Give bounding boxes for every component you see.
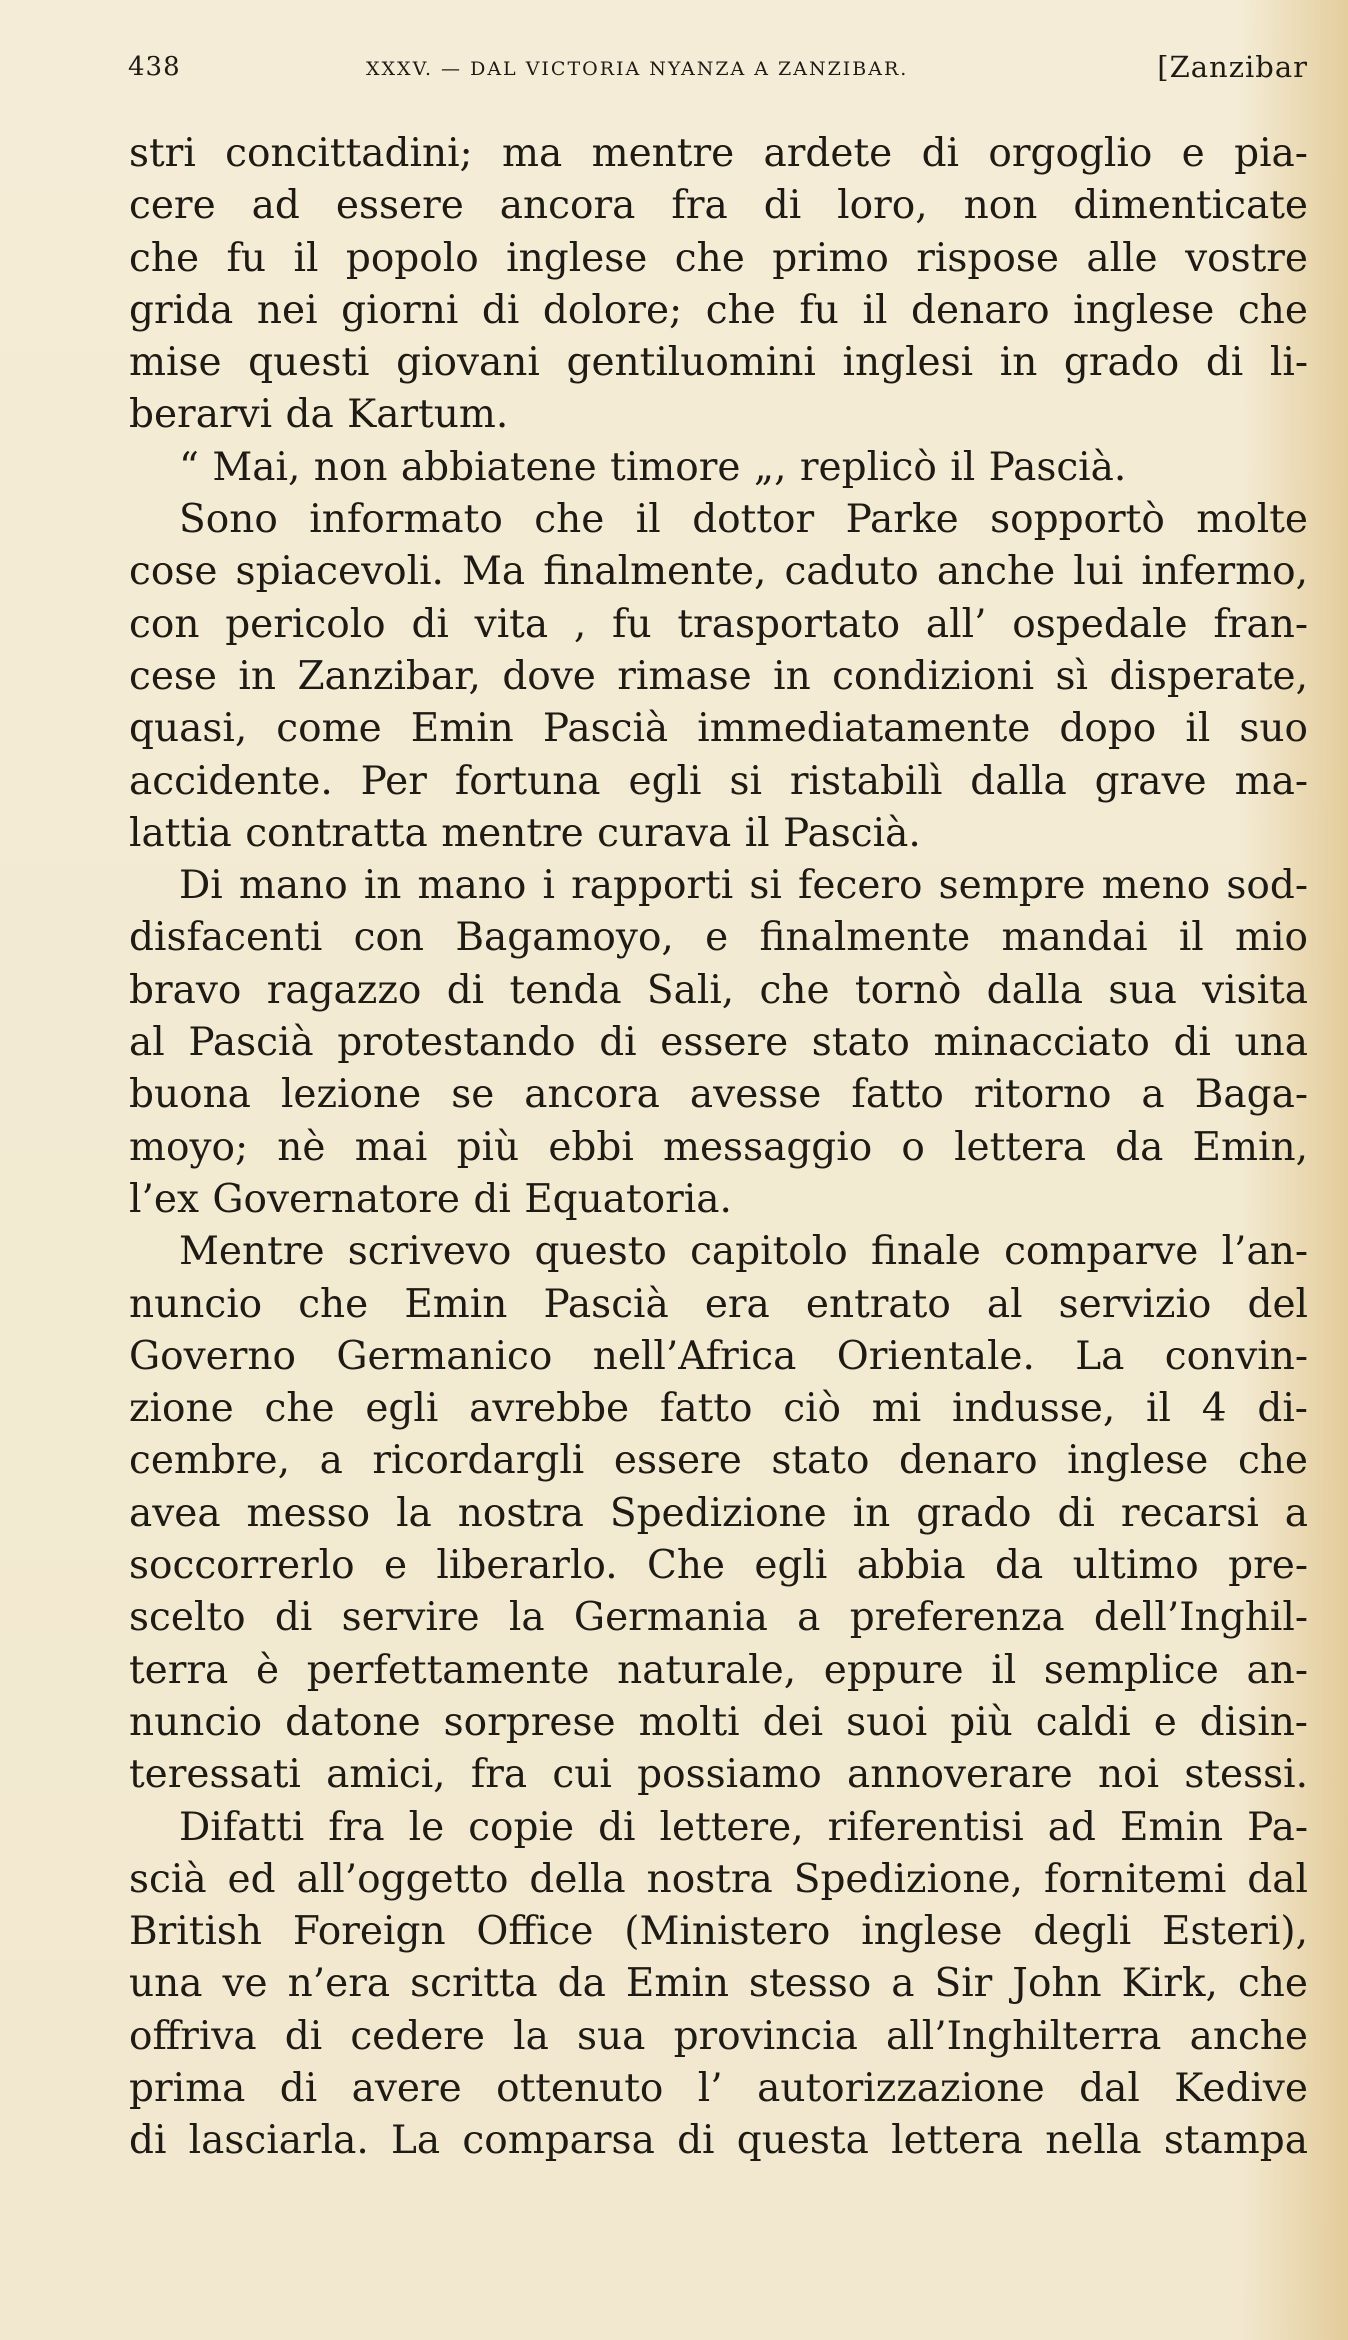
text-line: prima di avere ottenuto l’ autorizzazione dal Kedive: [129, 2065, 1308, 2111]
text-line: grida nei giorni di dolore; che fu il denaro inglese che: [129, 287, 1308, 333]
text-line: Governo Germanico nell’Africa Orientale. La convin-: [129, 1333, 1308, 1379]
text-line: soccorrerlo e liberarlo. Che egli abbia da ultimo pre-: [129, 1543, 1308, 1589]
text-line: l’ex Governatore di Equatoria.: [129, 1176, 732, 1222]
text-line: cere ad essere ancora fra di loro, non dimenticate: [129, 183, 1308, 229]
text-line: di lasciarla. La comparsa di questa lettera nella stampa: [129, 2118, 1308, 2164]
text-line: cembre, a ricordargli essere stato denaro inglese che: [129, 1438, 1308, 1484]
text-line: una ve n’era scritta da Emin stesso a Sir John Kirk, che: [129, 1961, 1308, 2007]
text-line: stri concittadini; ma mentre ardete di orgoglio e pia-: [129, 131, 1308, 176]
text-line: avea messo la nostra Spedizione in grado di recarsi a: [129, 1490, 1308, 1536]
text-line: cose spiacevoli. Ma finalmente, caduto anche lui infermo,: [129, 549, 1308, 595]
text-line: moyo; nè mai più ebbi messaggio o lettera da Emin,: [129, 1124, 1308, 1170]
running-title: XXXV. — DAL VICTORIA NYANZA A ZANZIBAR.: [366, 58, 909, 80]
text-line: buona lezione se ancora avesse fatto ritorno a Baga-: [129, 1072, 1308, 1118]
text-line: cese in Zanzibar, dove rimase in condizioni sì disperate,: [129, 653, 1308, 699]
text-line: bravo ragazzo di tenda Sali, che tornò dalla sua visita: [129, 967, 1308, 1013]
text-line: offriva di cedere la sua provincia all’Inghilterra anche: [129, 2013, 1308, 2059]
text-line: teressati amici, fra cui possiamo annoverare noi stessi.: [129, 1752, 1308, 1798]
running-header: [128, 50, 1308, 90]
text-line: Difatti fra le copie di lettere, riferentisi ad Emin Pa-: [179, 1804, 1308, 1850]
text-line: mise questi giovani gentiluomini inglesi in grado di li-: [129, 340, 1308, 386]
text-line: “ Mai, non abbiatene timore „, replicò il Pascià.: [179, 444, 1127, 490]
text-line: British Foreign Office (Ministero inglese degli Esteri),: [129, 1909, 1308, 1955]
running-place: [Zanzibar: [1157, 50, 1308, 84]
text-line: che fu il popolo inglese che primo rispose alle vostre: [129, 235, 1308, 281]
text-line: scelto di servire la Germania a preferenza dell’Inghil-: [129, 1595, 1308, 1641]
text-line: Sono informato che il dottor Parke sopportò molte: [179, 497, 1308, 543]
text-line: nuncio che Emin Pascià era entrato al servizio del: [129, 1281, 1308, 1327]
text-line: zione che egli avrebbe fatto ciò mi indusse, il 4 di-: [129, 1386, 1308, 1432]
text-line: berarvi da Kartum.: [129, 392, 509, 438]
text-line: accidente. Per fortuna egli si ristabilì dalla grave ma-: [129, 758, 1308, 804]
text-line: disfacenti con Bagamoyo, e finalmente mandai il mio: [129, 915, 1308, 961]
body-text: [129, 128, 1308, 2168]
text-line: scià ed all’oggetto della nostra Spedizione, fornitemi dal: [129, 1856, 1308, 1902]
text-line: lattia contratta mentre curava il Pascià.: [129, 810, 921, 856]
text-line: Di mano in mano i rapporti si fecero sempre meno sod-: [179, 863, 1308, 909]
text-line: nuncio datone sorprese molti dei suoi più caldi e disin-: [129, 1699, 1308, 1745]
text-line: quasi, come Emin Pascià immediatamente dopo il suo: [129, 706, 1308, 752]
text-line: Mentre scrivevo questo capitolo finale comparve l’an-: [179, 1229, 1308, 1275]
text-line: con pericolo di vita , fu trasportato all’ ospedale fran-: [129, 601, 1308, 647]
text-line: terra è perfettamente naturale, eppure il semplice an-: [129, 1647, 1308, 1693]
text-line: al Pascià protestando di essere stato minacciato di una: [129, 1020, 1308, 1066]
page-number: 438: [128, 52, 181, 82]
